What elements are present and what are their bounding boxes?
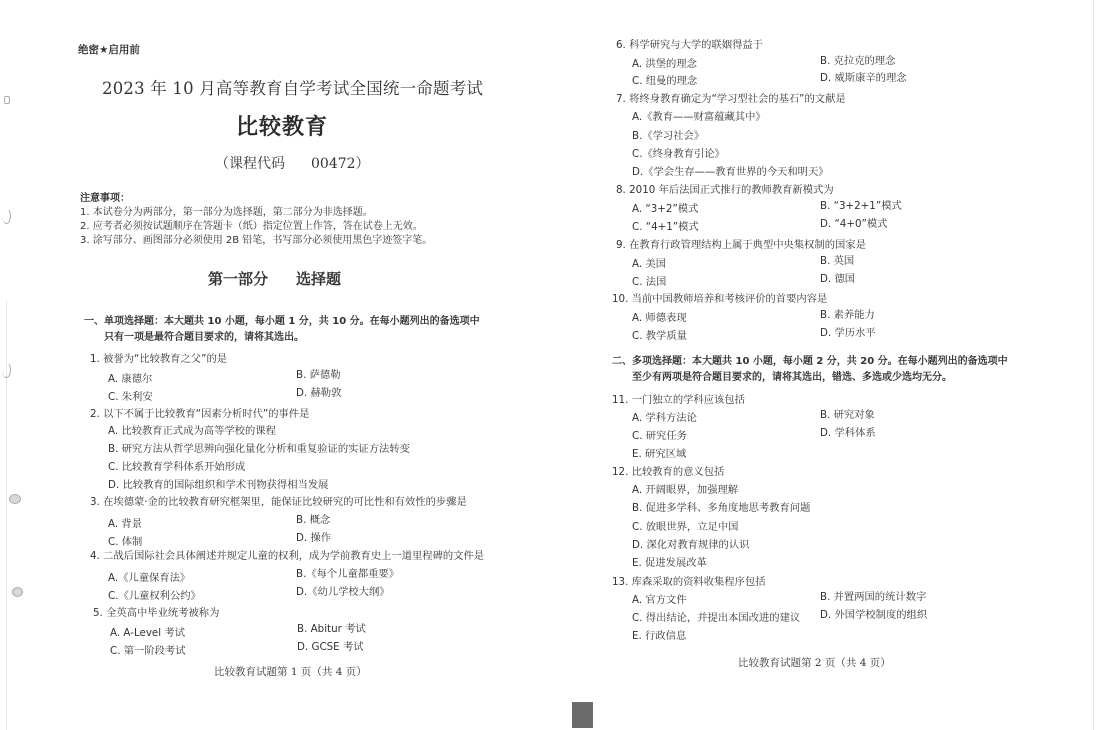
section-heading-single-choice	[84, 314, 480, 346]
option-b: B. 概念	[296, 514, 331, 526]
section-heading-line: 二、多项选择题：本大题共 10 小题，每小题 2 分，共 20 分。在每小题列出的备选项中	[612, 356, 1008, 367]
option-b: B. 促进多学科、多角度地思考教育问题	[632, 502, 811, 514]
question-stem: 1. 被誉为“比较教育之父”的是	[90, 353, 228, 365]
course-code-value: 00472）	[311, 156, 370, 172]
option-a: A. A-Level 考试	[110, 627, 185, 639]
note-item: 1. 本试卷分为两部分，第一部分为选择题，第二部分为非选择题。	[80, 207, 373, 218]
option-c: C. 第一阶段考试	[110, 645, 186, 657]
question-stem: 5. 全英高中毕业统考被称为	[93, 607, 220, 619]
option-b: B. 英国	[820, 255, 855, 267]
option-b: B. 克拉克的理念	[820, 55, 896, 67]
part-title-number: 第一部分	[208, 270, 269, 288]
option-b: B.《学习社会》	[632, 130, 705, 142]
option-b: B. “3+2+1”模式	[820, 200, 902, 212]
option-b: B. 研究方法从哲学思辨向强化量化分析和重复验证的实证方法转变	[108, 443, 410, 455]
option-d: D.《学会生存——教育世界的今天和明天》	[632, 166, 829, 178]
part-title-name: 选择题	[296, 270, 342, 288]
option-a: A. 洪堡的理念	[632, 58, 697, 70]
note-item: 2. 应考者必须按试题顺序在答题卡（纸）指定位置上作答，答在试卷上无效。	[80, 221, 423, 232]
option-c: C. 放眼世界，立足中国	[632, 521, 739, 533]
option-b: B.《每个儿童都重要》	[296, 568, 400, 580]
option-d: D. 赫勒敦	[296, 387, 342, 399]
option-c: C. 比较教育学科体系开始形成	[108, 461, 246, 473]
option-e: E. 研究区域	[632, 448, 687, 460]
option-a: A. 开阔眼界，加强理解	[632, 484, 739, 496]
option-a: A.《儿童保育法》	[108, 572, 191, 584]
notes-heading: 注意事项：	[80, 193, 130, 204]
note-item: 3. 涂写部分、画图部分必须使用 2B 铅笔，书写部分必须使用黑色字迹签字笔。	[80, 235, 433, 246]
question-stem: 6. 科学研究与大学的联姻得益于	[616, 39, 763, 51]
option-a: A. 美国	[632, 258, 667, 270]
option-d: D. 深化对教育规律的认识	[632, 539, 750, 551]
page-footer: 比较教育试题第 2 页（共 4 页）	[738, 657, 891, 669]
option-d: D. “4+0”模式	[820, 218, 888, 230]
option-c: C. 朱利安	[108, 391, 153, 403]
question-stem: 8. 2010 年后法国正式推行的教师教育新模式为	[616, 184, 834, 196]
option-c: C. 体制	[108, 536, 143, 548]
option-a: A. 康德尔	[108, 373, 153, 385]
question-stem: 2. 以下不属于比较教育“因素分析时代”的事件是	[90, 408, 310, 420]
question-stem: 9. 在教育行政管理结构上属于典型中央集权制的国家是	[616, 239, 866, 251]
option-b: B. Abitur 考试	[297, 623, 366, 635]
subject-title: 比较教育	[236, 115, 329, 140]
question-stem: 3. 在埃德蒙·金的比较教育研究框架里，能保证比较研究的可比性和有效性的步骤是	[90, 496, 467, 508]
option-c: C. 法国	[632, 276, 667, 288]
question-stem: 7. 将终身教育确定为“学习型社会的基石”的文献是	[616, 93, 846, 105]
section-heading-line: 至少有两项是符合题目要求的，请将其选出，错选、多选或少选均无分。	[632, 372, 952, 383]
option-c: C.《儿童权利公约》	[108, 590, 201, 602]
exam-page-2	[560, 0, 1105, 730]
option-e: E. 行政信息	[632, 630, 687, 642]
option-d: D. 学科体系	[820, 427, 876, 439]
page-footer: 比较教育试题第 1 页（共 4 页）	[214, 666, 367, 678]
confidential-label: 绝密★启用前	[78, 44, 140, 56]
section-heading-line: 一、单项选择题：本大题共 10 小题，每小题 1 分，共 10 分。在每小题列出的备选项中	[84, 316, 480, 327]
question-stem: 10. 当前中国教师培养和考核评价的首要内容是	[612, 293, 828, 305]
option-c: C. 得出结论，并提出本国改进的建议	[632, 612, 801, 624]
option-d: D. 学历水平	[820, 327, 876, 339]
option-a: A. 师德表现	[632, 312, 687, 324]
option-c: C. “4+1”模式	[632, 221, 699, 233]
option-c: C. 纽曼的理念	[632, 75, 698, 87]
question-stem: 11. 一门独立的学科应该包括	[612, 394, 745, 406]
exam-title: 2023 年 10 月高等教育自学考试全国统一命题考试	[102, 79, 484, 98]
option-a: A. 学科方法论	[632, 412, 697, 424]
question-stem: 12. 比较教育的意义包括	[612, 466, 725, 478]
option-a: A. 官方文件	[632, 594, 687, 606]
section-heading-multi-choice	[612, 354, 1008, 386]
section-heading-line: 只有一项是最符合题目要求的，请将其选出。	[104, 332, 304, 343]
option-c: C. 教学质量	[632, 330, 687, 342]
course-code-label: （课程代码	[215, 156, 285, 172]
option-c: C.《终身教育引论》	[632, 148, 725, 160]
option-d: D.《幼儿学校大纲》	[296, 586, 390, 598]
question-stem: 4. 二战后国际社会具体阐述并规定儿童的权利，成为学前教育史上一道里程碑的文件是	[90, 550, 485, 562]
option-d: D. 德国	[820, 273, 856, 285]
option-b: B. 素养能力	[820, 309, 875, 321]
option-a: A.《教育——财富蕴藏其中》	[632, 111, 766, 123]
course-code	[215, 153, 370, 173]
option-a: A. “3+2”模式	[632, 203, 699, 215]
option-d: D. 外国学校制度的组织	[820, 609, 928, 621]
option-d: D. 操作	[296, 532, 332, 544]
option-a: A. 背景	[108, 518, 143, 530]
option-b: B. 研究对象	[820, 409, 875, 421]
option-d: D. 威斯康辛的理念	[820, 72, 907, 84]
option-b: B. 并置两国的统计数字	[820, 591, 927, 603]
question-stem: 13. 库森采取的资料收集程序包括	[612, 576, 766, 588]
option-e: E. 促进发展改革	[632, 557, 707, 569]
option-c: C. 研究任务	[632, 430, 687, 442]
option-d: D. 比较教育的国际组织和学术刊物获得相当发展	[108, 479, 329, 491]
option-d: D. GCSE 考试	[297, 641, 364, 653]
option-a: A. 比较教育正式成为高等学校的课程	[108, 425, 276, 437]
part-title	[208, 268, 341, 289]
option-b: B. 萨德勒	[296, 369, 341, 381]
